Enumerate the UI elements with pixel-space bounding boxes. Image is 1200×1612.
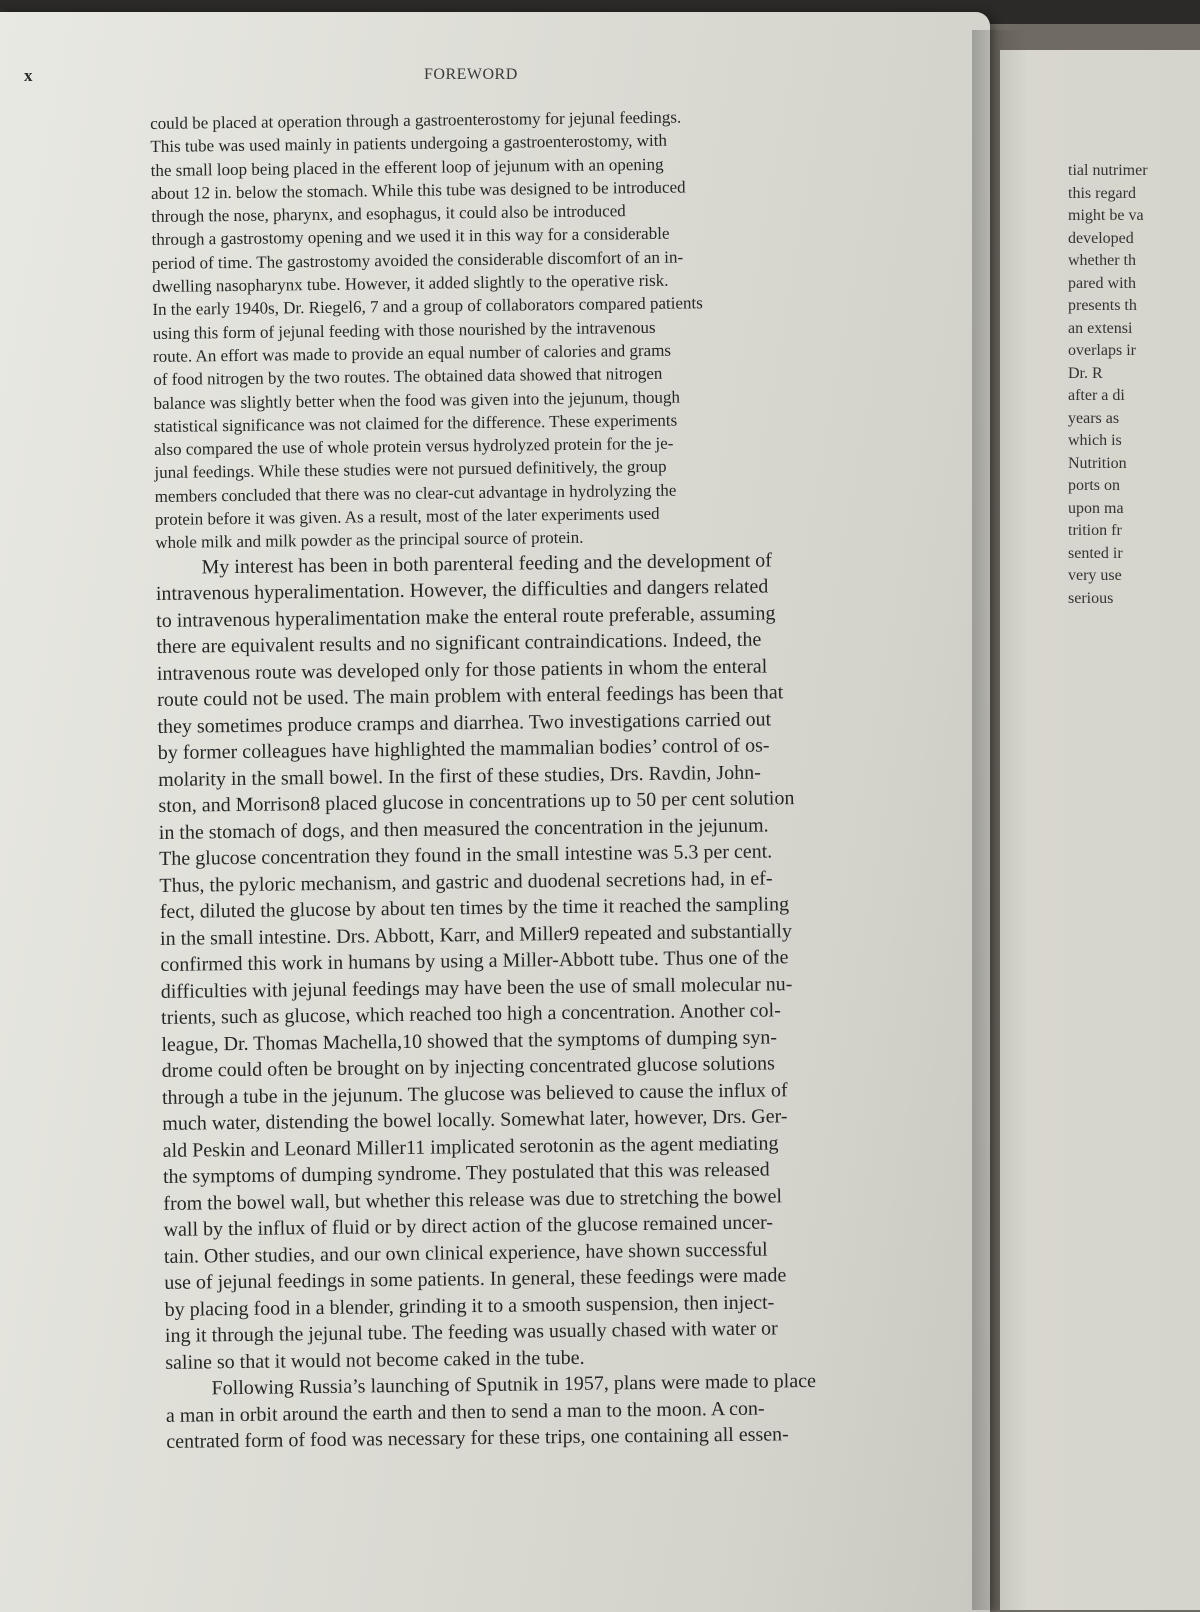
- text-line: wall by the influx of fluid or by direct action of the glucose remained uncer-: [163, 1211, 774, 1242]
- text-line: dwelling nasopharynx tube. However, it added slightly to the operative risk.: [152, 270, 669, 297]
- text-line: sented ir: [1068, 544, 1123, 562]
- text-line: Thus, the pyloric mechanism, and gastric and duodenal secretions had, in ef-: [159, 867, 773, 897]
- text-line: upon ma: [1068, 499, 1124, 517]
- text-line: ports on: [1068, 477, 1120, 494]
- text-line: tial nutrimer: [1068, 162, 1148, 179]
- text-line: the symptoms of dumping syndrome. They postulated that this was released: [162, 1158, 770, 1189]
- text-line: centrated form of food was necessary for these trips, one containing all essen-: [166, 1423, 789, 1454]
- right-page-text: [1068, 160, 1200, 610]
- text-line: a man in orbit around the earth and then to send a man to the moon. A con-: [165, 1397, 765, 1427]
- text-line: members concluded that there was no clear-cut advantage in hydrolyzing the: [154, 480, 677, 506]
- text-line: trition fr: [1068, 522, 1122, 539]
- text-line: junal feedings. While these studies were not pursued definitively, the group: [154, 457, 667, 483]
- text-line: statistical significance was not claimed for the difference. These experiments: [153, 410, 678, 436]
- text-line: from the bowel wall, but whether this release was due to stretching the bowel: [163, 1185, 783, 1215]
- text-line: protein before it was given. As a result, most of the later experiments used: [154, 503, 660, 530]
- text-line: intravenous hyperalimentation. However, the difficulties and dangers related: [155, 575, 769, 606]
- text-line: fect, diluted the glucose by about ten times by the time it reached the sampling: [159, 893, 790, 924]
- text-line: they sometimes produce cramps and diarrhea. Two investigations carried out: [157, 708, 772, 738]
- text-line: after a di: [1068, 387, 1125, 404]
- text-line: years as: [1068, 409, 1120, 427]
- text-line: in the small intestine. Drs. Abbott, Karr, and Miller9 repeated and substantially: [159, 919, 793, 950]
- page-number: x: [24, 66, 33, 85]
- text-line: My interest has been in both parenteral feeding and the development of: [201, 549, 773, 579]
- text-line: could be placed at operation through a gastroenterostomy for jejunal feedings.: [150, 107, 682, 133]
- text-line: whether th: [1068, 252, 1136, 269]
- text-line: developed: [1068, 229, 1134, 247]
- text-line: presents th: [1068, 297, 1137, 314]
- text-line: This tube was used mainly in patients undergoing a gastroenterostomy, with: [150, 130, 668, 157]
- text-line: overlaps ir: [1068, 342, 1136, 359]
- text-line: which is: [1068, 432, 1122, 449]
- text-line: molarity in the small bowel. In the first of these studies, Drs. Ravdin, John-: [158, 761, 761, 791]
- text-line: route could not be used. The main problem with enteral feedings has been that: [157, 681, 784, 712]
- text-line: serious: [1068, 589, 1114, 607]
- text-line: difficulties with jejunal feedings may have been the use of small molecular nu-: [160, 972, 793, 1003]
- paragraph-3: [165, 1366, 978, 1455]
- text-line: Following Russia’s launching of Sputnik in 1957, plans were made to place: [211, 1370, 817, 1400]
- text-line: balance was slightly better when the food was given into the jejunum, though: [153, 387, 681, 413]
- text-line: in the stomach of dogs, and then measured the concentration in the jejunum.: [158, 814, 769, 844]
- text-line: use of jejunal feedings in some patients. In general, these feedings were made: [164, 1264, 787, 1295]
- text-line: by former colleagues have highlighted the mammalian bodies’ control of os-: [157, 734, 770, 765]
- text-line: period of time. The gastrostomy avoided the considerable discomfort of an in-: [151, 247, 684, 273]
- text-line: The glucose concentration they found in the small intestine was 5.3 per cent.: [158, 840, 773, 871]
- text-line: whole milk and milk powder as the principal source of protein.: [155, 528, 584, 553]
- paragraph-2: [155, 545, 977, 1376]
- text-line: drome could often be brought on by injecting concentrated glucose solutions: [161, 1052, 775, 1083]
- text-line: very use: [1068, 567, 1122, 584]
- text-line: saline so that it would not become caked in the tube.: [165, 1346, 585, 1374]
- text-line: through the nose, pharynx, and esophagus, it could also be introduced: [151, 201, 626, 227]
- text-line: the small loop being placed in the efferent loop of jejunum with an opening: [150, 154, 664, 180]
- text-line: might be va: [1068, 207, 1144, 224]
- paragraph-1: [150, 102, 967, 555]
- text-line: intravenous route was developed only for those patients in whom the enteral: [156, 655, 768, 685]
- text-line: also compared the use of whole protein versus hydrolyzed protein for the je-: [154, 433, 674, 460]
- running-head: FOREWORD: [424, 66, 518, 83]
- text-line: an extensi: [1068, 319, 1133, 337]
- text-line: ston, and Morrison8 placed glucose in concentrations up to 50 per cent solution: [158, 787, 795, 818]
- text-line: through a gastrostomy opening and we used it in this way for a considerable: [151, 224, 670, 250]
- text-line: much water, distending the bowel locally. Somewhat later, however, Drs. Ger-: [162, 1105, 788, 1136]
- text-line: Nutrition: [1068, 454, 1127, 472]
- text-line: to intravenous hyperalimentation make the enteral route preferable, assuming: [156, 602, 776, 632]
- text-line: league, Dr. Thomas Machella,10 showed that the symptoms of dumping syn-: [161, 1026, 778, 1056]
- text-line: about 12 in. below the stomach. While this tube was designed to be introduced: [150, 177, 686, 203]
- text-line: by placing food in a blender, grinding it to a smooth suspension, then inject-: [164, 1291, 775, 1321]
- text-line: pared with: [1068, 274, 1136, 292]
- text-line: confirmed this work in humans by using a Miller-Abbott tube. Thus one of the: [160, 946, 789, 977]
- text-line: ing it through the jejunal tube. The feeding was usually chased with water or: [164, 1317, 778, 1348]
- text-line: In the early 1940s, Dr. Riegel6, 7 and a group of collaborators compared patients: [152, 293, 703, 320]
- text-line: this regard: [1068, 184, 1136, 202]
- text-line: ald Peskin and Leonard Miller11 implicated serotonin as the agent mediating: [162, 1132, 779, 1162]
- text-line: of food nitrogen by the two routes. The obtained data showed that nitrogen: [153, 364, 663, 390]
- text-line: Dr. R: [1068, 364, 1103, 382]
- text-line: trients, such as glucose, which reached too high a concentration. Another col-: [160, 999, 781, 1030]
- text-line: route. An effort was made to provide an equal number of calories and grams: [152, 340, 672, 366]
- text-line: through a tube in the jejunum. The glucose was believed to cause the influx of: [161, 1078, 788, 1109]
- text-line: there are equivalent results and no significant contraindications. Indeed, the: [156, 628, 762, 659]
- body-text: [150, 102, 978, 1455]
- book-gutter: [972, 30, 1028, 1610]
- text-line: using this form of jejunal feeding with those nourished by the intravenous: [152, 317, 656, 343]
- text-line: tain. Other studies, and our own clinical experience, have shown successful: [163, 1238, 768, 1268]
